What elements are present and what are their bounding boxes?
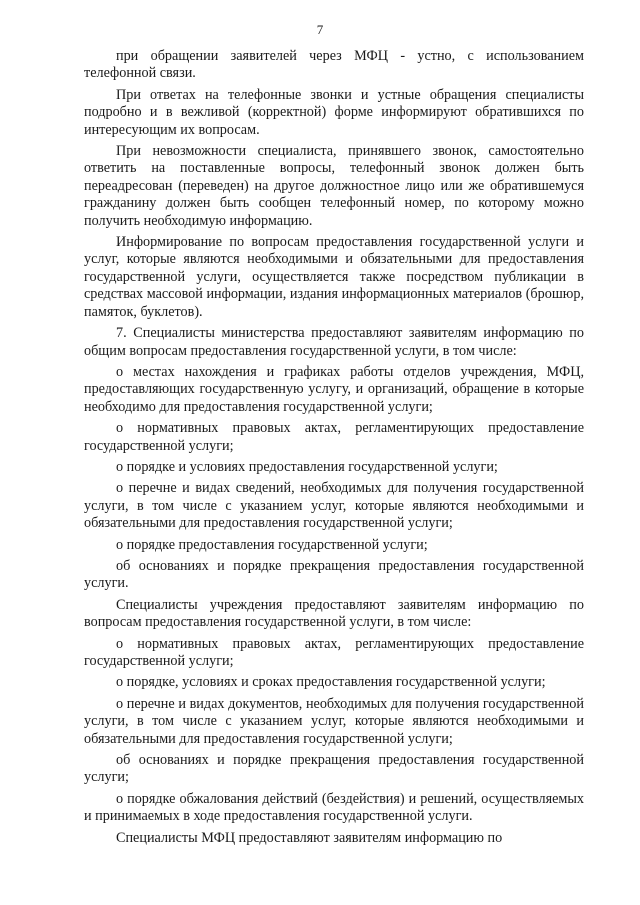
list-item: о порядке и условиях предоставления государственной услуги;: [116, 458, 498, 475]
paragraph: 7. Специалисты министерства предоставляют заявителям информацию по общим вопросам предоставления государственной услуги, в том числе:: [84, 325, 584, 359]
paragraph: При ответах на телефонные звонки и устные обращения специалисты подробно и в вежливой (корректной) форме информируют обратившихся по интересующим их вопросам.: [84, 86, 584, 138]
list-item: о порядке предоставления государственной услуги;: [116, 536, 428, 553]
document-body: [84, 48, 584, 851]
list-item: о нормативных правовых актах, регламентирующих предоставление государственной услуги;: [84, 420, 584, 454]
page-number: 7: [316, 22, 324, 37]
list-item: о порядке, условиях и сроках предоставления государственной услуги;: [116, 674, 546, 691]
list-item: об основаниях и порядке прекращения предоставления государственной услуги;: [84, 752, 584, 786]
paragraph: Специалисты учреждения предоставляют заявителям информацию по вопросам предоставления государственной услуги, в том числе:: [84, 596, 584, 631]
paragraph: Информирование по вопросам предоставления государственной услуги и услуг, которые являются необходимыми и обязательными для предоставления государственной услуги, осуществляется также посредством публикации в средствах массовой информации, издания информационных материалов (брошюр, памяток, буклетов).: [84, 234, 584, 320]
list-item: о нормативных правовых актах, регламентирующих предоставление государственной услуги;: [84, 635, 584, 669]
list-item: о местах нахождения и графиках работы отделов учреждения, МФЦ, предоставляющих государственную услугу, и организаций, обращение в которые необходимо для предоставления государственной услуги;: [84, 363, 584, 415]
list-item: о перечне и видах документов, необходимых для получения государственной услуги, в том числе с указанием услуг, которые являются необходимыми и обязательными для предоставления государственной услуги;: [84, 695, 584, 747]
list-item: о порядке обжалования действий (бездействия) и решений, осуществляемых и принимаемых в ходе предоставления государственной услуги.: [84, 790, 584, 825]
list-item: о перечне и видах сведений, необходимых для получения государственной услуги, в том числе с указанием услуг, которые являются необходимыми и обязательными для предоставления государственной услуги;: [84, 480, 584, 532]
paragraph: При невозможности специалиста, принявшего звонок, самостоятельно ответить на поставленные вопросы, телефонный звонок должен быть переадресован (переведен) на другое должностное лицо или же обратившемуся гражданину должен быть сообщен телефонный номер, по которому можно получить необходимую информацию.: [84, 143, 584, 229]
list-item: об основаниях и порядке прекращения предоставления государственной услуги.: [84, 557, 584, 592]
paragraph: Специалисты МФЦ предоставляют заявителям информацию по: [116, 829, 503, 846]
paragraph: при обращении заявителей через МФЦ - устно, с использованием телефонной связи.: [84, 48, 584, 82]
